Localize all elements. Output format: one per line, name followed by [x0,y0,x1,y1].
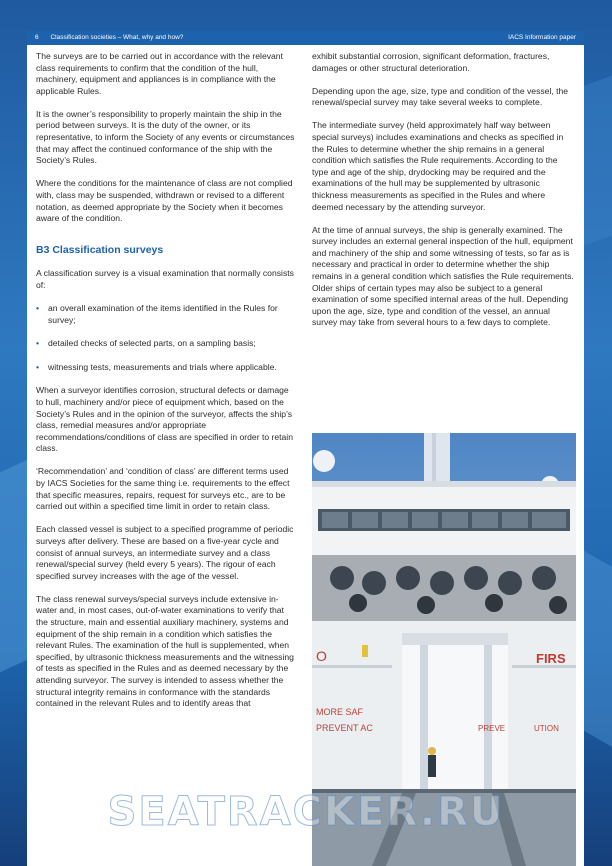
paragraph: Each classed vessel is subject to a specified programme of periodic surveys after delivery. These are based on a five-year cycle and consist of annual surveys, an intermediate survey and a class renewal/special survey (held every 5 years). The rigour of each specified survey increases with the age of the vessel. [36,524,294,581]
paragraph: When a surveyor identifies corrosion, structural defects or damage to hull, machinery and/or piece of equipment which, based on the Society’s Rules and in the opinion of the surveyor, affects the ship’s class, remedial measures and/or appropriate recommendations/conditions of class are specified in order to retain class. [36,385,293,454]
hull-sign: MORE SAF [316,707,364,717]
paragraph: At the time of annual surveys, the ship is generally examined. The survey includes an external general inspection of the hull, equipment and machinery of the ship and some witnessing of tests, so far as is necessary and practical in order to determine whether the ship remains in a general condition which satisfies the Rule requirements. Older ships of certain types may also be subject to a general examination of some specified internal areas of the hull. Depending upon the age, size, type and condition of the vessel, an annual survey may take from several hours to a few days to complete. [312,224,574,328]
page-number: 6 [35,34,39,41]
running-header [27,31,584,45]
paragraph: It is the owner’s responsibility to properly maintain the ship in the period between surveys. It is the duty of the owner, or its representative, to inform the Society of any events or circumstances that may affect the continued conformance of the ship with the Society’s Rules. [36,108,295,166]
paragraph: The class renewal surveys/special surveys include extensive in-water and, in most cases, out-of-water examinations to verify that the structure, main and essential auxiliary machinery, systems and equipment of the ship remain in a condition which satisfies the relevant Rules. The examination of the hull is supplemented, when specified, by ultrasonic thickness measurements and the witnessing of tests as specified in the Rules and as deemed necessary by the attending surveyor. The survey is intended to assess whether the structural integrity remains in conformance with the standards contained in the relevant Rules and to identify areas that [36,593,294,709]
list-item-text: detailed checks of selected parts, on a sampling basis; [48,338,256,349]
bullet-icon: • [36,361,40,372]
paragraph: ‘Recommendation’ and ‘condition of class’ are different terms used by IACS Societies for the same thing i.e. requirements to the effect that specific measures, repairs, request for surveys etc., are to be carried out within a specified time limit in order to retain class. [36,466,290,512]
document-page [27,31,584,866]
left-column [36,51,298,721]
paragraph: A classification survey is a visual examination that normally consists of: [36,268,294,290]
watermark: SEATRACKER.RU [107,789,505,835]
section-title: Classification societies – What, why and how? [50,34,184,41]
bullet-icon: • [36,303,40,313]
list-item [36,303,298,326]
list-item-text: an overall examination of the items identified in the Rules for survey; [48,303,278,325]
hull-sign: UTION [534,724,559,733]
list-item [36,338,298,350]
bullet-icon: • [36,338,40,349]
bullet-list [36,303,298,373]
list-item-text: witnessing tests, measurements and trials where applicable. [48,361,277,372]
paragraph: Depending upon the age, size, type and condition of the vessel, the renewal/special survey may take several weeks to complete. [312,85,569,108]
hull-sign: FIRS [536,651,566,666]
paragraph: exhibit substantial corrosion, significant deformation, fractures, damages or other structural deterioration. [312,51,550,73]
hull-sign: PREVENT AC [316,723,373,733]
publication-title: IACS Information paper [508,34,576,41]
section-heading: B3 Classification surveys [36,243,164,256]
header-left [35,31,183,45]
paragraph: The intermediate survey (held approximately half way between special surveys) includes examinations and checks as specified in the Rules to determine whether the ship remains in a general condition which satisfies the Rule requirements. According to the type and age of the ship, drydocking may be required and the examinations of the hull may be supplemented by ultrasonic thickness measurements as specified in the Rules and where deemed necessary by the attending surveyor. [312,120,564,212]
right-column [312,51,576,340]
list-item [36,362,298,374]
hull-sign: PREVE [478,724,506,733]
paragraph: The surveys are to be carried out in accordance with the relevant class requirements to confirm that the condition of the hull, machinery, equipment and appliances is in compliance with the applicable Rules. [36,51,283,96]
paragraph: Where the conditions for the maintenance of class are not complied with, class may be suspended, withdrawn or revised to a different notation, as deemed appropriate by the Society when it becomes aware of the condition. [36,178,293,224]
hull-sign: O [316,648,327,664]
